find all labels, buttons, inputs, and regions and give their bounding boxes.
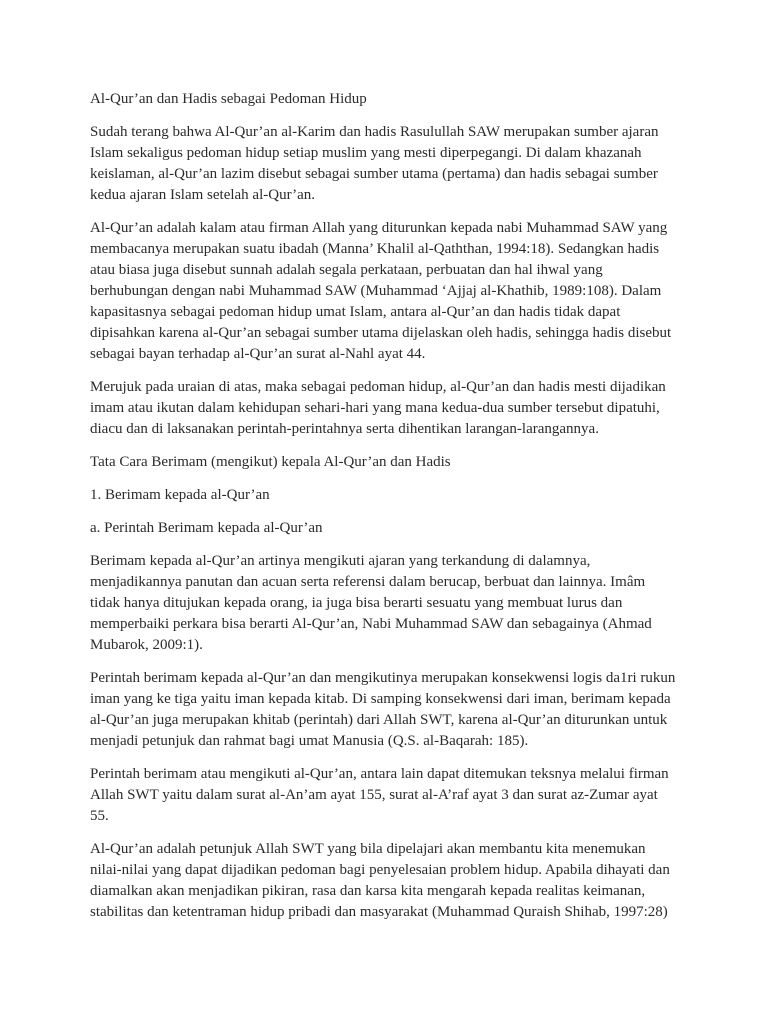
section-heading-text: Tata Cara Berimam (mengikut) kepala Al-Qur’an dan Hadis xyxy=(90,454,451,470)
text-line: imam atau ikutan dalam kehidupan sehari-hari yang mana kedua-dua sumber tersebut dipatuhi, xyxy=(90,400,660,416)
text-line: 55. xyxy=(90,808,109,824)
text-line: Al-Qur’an adalah petunjuk Allah SWT yang bila dipelajari akan membantu kita menemukan xyxy=(90,841,646,857)
text-line: al-Qur’an juga merupakan khitab (perintah) dari Allah SWT, karena al-Qur’an diturunkan untuk xyxy=(90,712,668,728)
text-line: iman yang ke tiga yaitu iman kepada kitab. Di samping konsekwensi dari iman, berimam kepada xyxy=(90,691,671,707)
paragraph xyxy=(90,377,768,440)
text-line: tidak hanya ditujukan kepada orang, ia juga bisa berarti sesuatu yang membuat lurus dan xyxy=(90,595,623,611)
paragraph xyxy=(90,551,768,656)
paragraph xyxy=(90,839,768,923)
text-line: nilai-nilai yang dapat dijadikan pedoman bagi penyelesaian problem hidup. Apabila dihayati dan xyxy=(90,862,670,878)
text-line: atau biasa juga disebut sunnah adalah segala perkataan, perbuatan dan hal ihwal yang xyxy=(90,262,603,278)
text-line: Mubarok, 2009:1). xyxy=(90,637,203,653)
text-line: Islam sekaligus pedoman hidup setiap muslim yang mesti diperpegangi. Di dalam khazanah xyxy=(90,145,642,161)
text-line: kedua ajaran Islam setelah al-Qur’an. xyxy=(90,187,316,203)
text-line: Perintah berimam atau mengikuti al-Qur’an, antara lain dapat ditemukan teksnya melalui firman xyxy=(90,766,669,782)
text-line: Sudah terang bahwa Al-Qur’an al-Karim dan hadis Rasulullah SAW merupakan sumber ajaran xyxy=(90,124,659,140)
paragraph xyxy=(90,218,768,365)
text-line: Allah SWT yaitu dalam surat al-An’am ayat 155, surat al-A’raf ayat 3 dan surat az-Zumar ayat xyxy=(90,787,658,803)
subsubsection-heading xyxy=(90,518,768,539)
paragraph xyxy=(90,122,768,206)
paragraph xyxy=(90,668,768,752)
text-line: menjadi petunjuk dan rahmat bagi umat Manusia (Q.S. al-Baqarah: 185). xyxy=(90,733,529,749)
text-line: Merujuk pada uraian di atas, maka sebagai pedoman hidup, al-Qur’an dan hadis mesti dijadikan xyxy=(90,379,666,395)
text-line: diacu dan di laksanakan perintah-perintahnya serta dihentikan larangan-larangannya. xyxy=(90,421,599,437)
text-line: membacanya merupakan suatu ibadah (Manna’ Khalil al-Qaththan, 1994:18). Sedangkan hadis xyxy=(90,241,660,257)
text-line: sebagai bayan terhadap al-Qur’an surat al-Nahl ayat 44. xyxy=(90,346,426,362)
text-line: berhubungan dengan nabi Muhammad SAW (Muhammad ‘Ajjaj al-Khathib, 1989:108). Dalam xyxy=(90,283,662,299)
section-heading xyxy=(90,452,768,473)
subsubsection-heading-text: a. Perintah Berimam kepada al-Qur’an xyxy=(90,520,323,536)
text-line: Perintah berimam kepada al-Qur’an dan mengikutinya merupakan konsekwensi logis da1ri rukun xyxy=(90,670,676,686)
text-line: Berimam kepada al-Qur’an artinya mengikuti ajaran yang terkandung di dalamnya, xyxy=(90,553,591,569)
text-line: memperbaiki perkara bisa berarti Al-Qur’an, Nabi Muhammad SAW dan sebagainya (Ahmad xyxy=(90,616,652,632)
text-line: keislaman, al-Qur’an lazim disebut sebagai sumber utama (pertama) dan hadis sebagai sumber xyxy=(90,166,658,182)
text-line: stabilitas dan ketentraman hidup pribadi dan masyarakat (Muhammad Quraish Shihab, 1997:28) xyxy=(90,904,668,920)
text-line: diamalkan akan menjadikan pikiran, rasa dan karsa kita mengarah kepada realitas keimanan, xyxy=(90,883,646,899)
subsection-heading-text: 1. Berimam kepada al-Qur’an xyxy=(90,487,270,503)
paragraph xyxy=(90,764,768,827)
text-line: dipisahkan karena al-Qur’an sebagai sumber utama dijelaskan oleh hadis, sehingga hadis disebut xyxy=(90,325,672,341)
title-text: Al-Qur’an dan Hadis sebagai Pedoman Hidup xyxy=(90,91,367,107)
text-line: kapasitasnya sebagai pedoman hidup umat Islam, antara al-Qur’an dan hadis tidak dapat xyxy=(90,304,621,320)
text-line: Al-Qur’an adalah kalam atau firman Allah yang diturunkan kepada nabi Muhammad SAW yang xyxy=(90,220,668,236)
text-line: menjadikannya panutan dan acuan serta referensi dalam berucap, berbuat dan lainnya. Imâm xyxy=(90,574,646,590)
document-title xyxy=(90,89,768,110)
subsection-heading xyxy=(90,485,768,506)
